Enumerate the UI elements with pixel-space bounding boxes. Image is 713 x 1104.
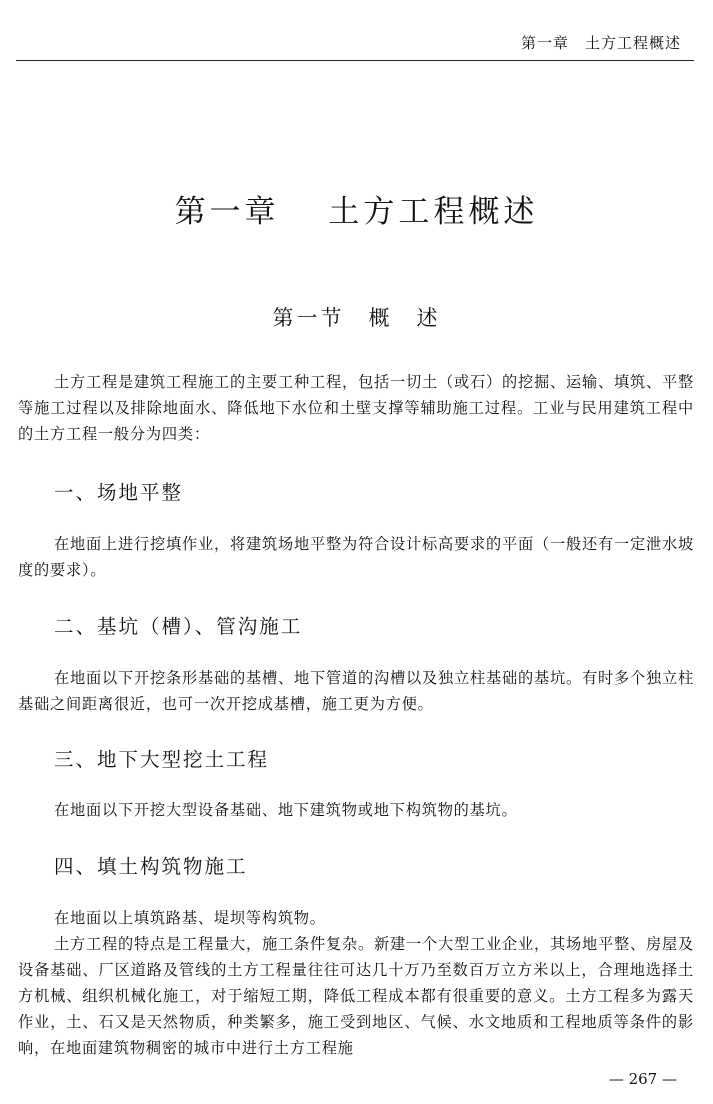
- category-text-4: 在地面以上填筑路基、堤坝等构筑物。: [54, 909, 326, 927]
- header-rule: [16, 60, 694, 61]
- category-text-3: 在地面以下开挖大型设备基础、地下建筑物或地下构筑物的基坑。: [54, 801, 518, 819]
- intro-paragraph: 土方工程是建筑工程施工的主要工种工程，包括一切土（或石）的挖掘、运输、填筑、平整等施工过程以及排除地面水、降低地下水位和土壁支撑等辅助施工过程。工业与民用建筑工程中的土方工程一般分为四类：: [18, 373, 694, 443]
- category-heading-2: 二、基坑（槽）、管沟施工: [54, 615, 303, 638]
- category-heading-3: 三、地下大型挖土工程: [54, 748, 270, 771]
- category-heading-1: 一、场地平整: [54, 481, 184, 504]
- category-text-2: 在地面以下开挖条形基础的基槽、地下管道的沟槽以及独立柱基础的基坑。有时多个独立柱基础之间距离很近，也可一次开挖成基槽，施工更为方便。: [18, 669, 694, 713]
- section-title: 第一节 概 述: [272, 306, 441, 330]
- page-number: — 267 —: [608, 1070, 677, 1088]
- category-text-1: 在地面上进行挖填作业，将建筑场地平整为符合设计标高要求的平面（一般还有一定泄水坡度的要求）。: [18, 535, 694, 579]
- running-header: 第一章 土方工程概述: [520, 34, 681, 52]
- closing-paragraph: 土方工程的特点是工程量大，施工条件复杂。新建一个大型工业企业，其场地平整、房屋及设备基础、厂区道路及管线的土方工程量往往可达几十万乃至数百万立方米以上，合理地选择土方机械、组织机械化施工，对于缩短工期，降低工程成本都有很重要的意义。土方工程多为露天作业，土、石又是天然物质，种类繁多，施工受到地区、气候、水文地质和工程地质等条件的影响，在地面建筑物稠密的城市中进行土方工程施: [18, 935, 694, 1057]
- category-heading-4: 四、填土构筑物施工: [54, 855, 248, 878]
- chapter-title: 第一章 土方工程概述: [174, 194, 539, 230]
